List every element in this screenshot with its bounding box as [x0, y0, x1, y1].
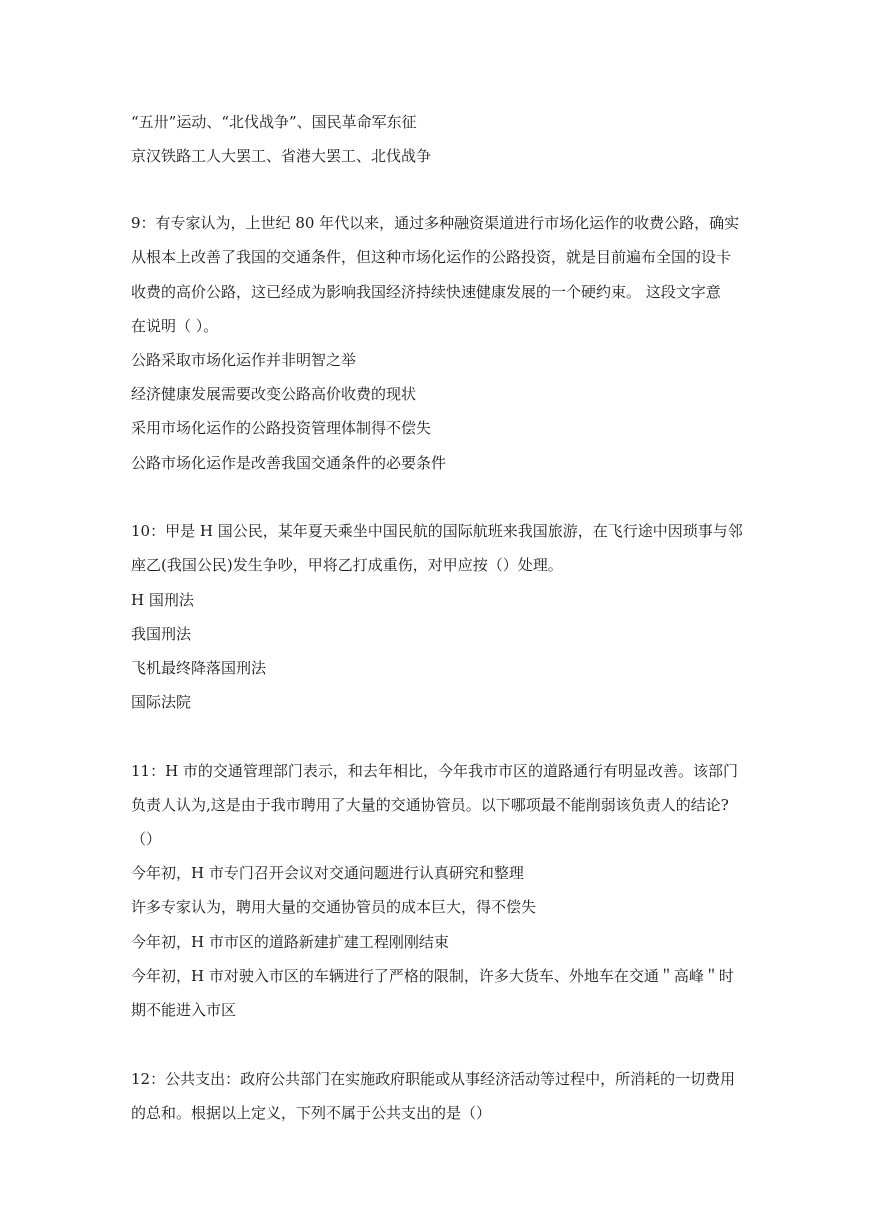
question-11-stem: 负责人认为,这是由于我市聘用了大量的交通协管员。以下哪项最不能削弱该负责人的结论?	[131, 796, 729, 814]
question-10-stem: 座乙(我国公民)发生争吵，甲将乙打成重伤，对甲应按（）处理。	[131, 556, 563, 574]
question-11-stem: （）	[131, 830, 162, 848]
question-10-stem: 10：甲是 H 国公民，某年夏天乘坐中国民航的国际航班来我国旅游，在飞行途中因琐事与邻	[131, 522, 743, 540]
question-10-option: H 国刑法	[131, 591, 194, 609]
question-9-stem: 从根本上改善了我国的交通条件，但这种市场化运作的公路投资，就是目前遍布全国的设卡	[131, 248, 732, 266]
question-11-option: 今年初，H 市市区的道路新建扩建工程刚刚结束	[131, 933, 449, 951]
question-9-option: 公路市场化运作是改善我国交通条件的必要条件	[131, 454, 447, 472]
question-10-option: 国际法院	[131, 693, 192, 711]
question-11-option: 期不能进入市区	[131, 1001, 237, 1019]
question-11-option: 许多专家认为，聘用大量的交通协管员的成本巨大，得不偿失	[131, 898, 537, 916]
question-9-option: 经济健康发展需要改变公路高价收费的现状	[131, 385, 417, 403]
question-10-option: 我国刑法	[131, 625, 192, 643]
question-12-stem: 12：公共支出：政府公共部门在实施政府职能或从事经济活动等过程中，所消耗的一切费用	[131, 1070, 736, 1088]
question-9-option: 采用市场化运作的公路投资管理体制得不偿失	[131, 419, 432, 437]
question-9-stem: 9：有专家认为，上世纪 80 年代以来，通过多种融资渠道进行市场化运作的收费公路，确实	[131, 214, 740, 232]
question-9-stem: 收费的高价公路，这已经成为影响我国经济持续快速健康发展的一个硬约束。 这段文字意	[131, 283, 721, 301]
question-9-option: 公路采取市场化运作并非明智之举	[131, 351, 357, 369]
option-text: 京汉铁路工人大罢工、省港大罢工、北伐战争	[131, 147, 432, 165]
question-12-stem: 的总和。根据以上定义，下列不属于公共支出的是（）	[131, 1104, 492, 1122]
question-11-stem: 11：H 市的交通管理部门表示，和去年相比，今年我市市区的道路通行有明显改善。该部门	[131, 762, 738, 780]
option-text: “五卅”运动、“北伐战争”、国民革命军东征	[131, 113, 417, 131]
question-10-option: 飞机最终降落国刑法	[131, 659, 267, 677]
question-11-option: 今年初，H 市对驶入市区的车辆进行了严格的限制，许多大货车、外地车在交通＂高峰＂时	[131, 967, 734, 985]
question-9-stem: 在说明（ ）。	[131, 317, 219, 335]
question-11-option: 今年初，H 市专门召开会议对交通问题进行认真研究和整理	[131, 864, 524, 882]
